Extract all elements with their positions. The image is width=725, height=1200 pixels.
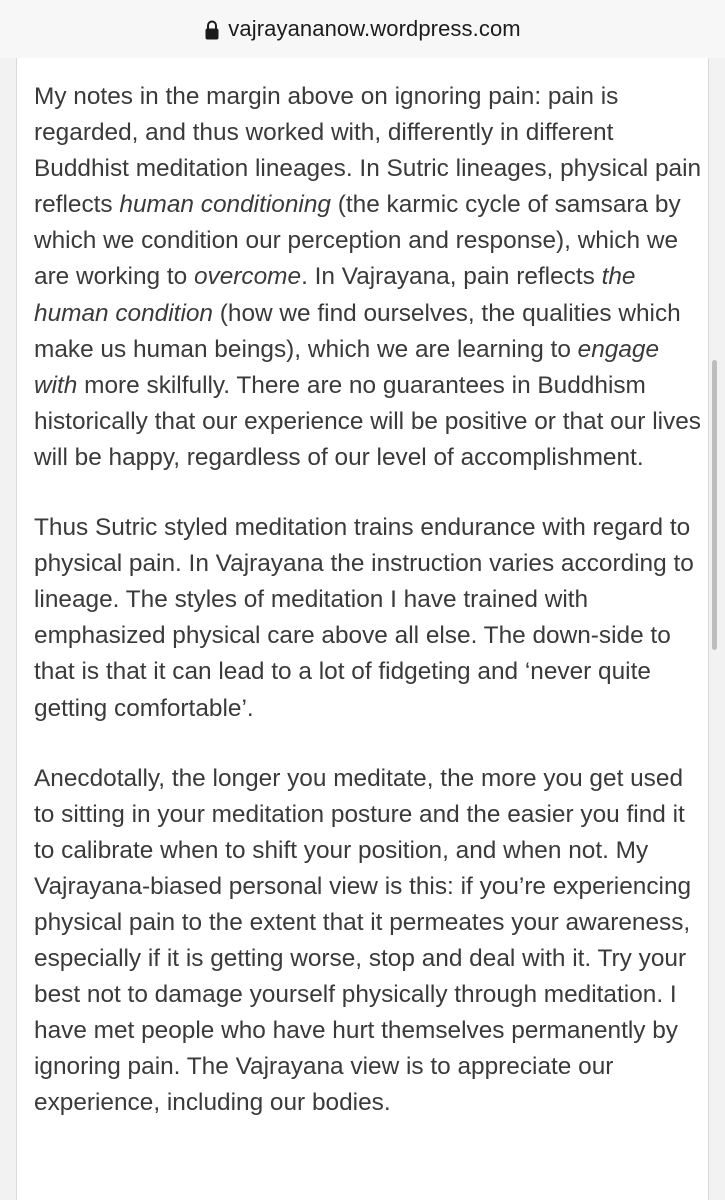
text-segment: . In Vajrayana, pain reflects [301, 263, 602, 291]
text-segment: more skilfully. There are no guarantees in Buddhism historically that our experience will be positive or that our lives will be happy, regardless of our level of accomplishment. [34, 371, 701, 471]
article-paragraph [34, 510, 706, 727]
emphasized-text: human conditioning [119, 191, 331, 219]
emphasized-text: overcome [193, 263, 302, 291]
emphasized-text: engage with [34, 335, 660, 399]
emphasized-text: the human condition [34, 263, 636, 327]
article-body [34, 79, 706, 1156]
scrollbar[interactable] [712, 360, 718, 650]
text-segment: Thus Sutric styled meditation trains endurance with regard to physical pain. In Vajrayana the instruction varies according to lineage. The styles of meditation I have trained with emphasized physical care above all else. The down-side to that is that it can lead to a lot of fidgeting and ‘never quite getting comfortable’. [34, 514, 694, 722]
lock-icon [204, 19, 220, 41]
article-container [16, 58, 709, 1200]
text-segment: My notes in the margin above on ignoring pain: pain is regarded, and thus worked with, differently in different Buddhist meditation lineages. In Sutric lineages, physical pain reflects [34, 83, 702, 219]
text-segment: (how we find ourselves, the qualities which make us human beings), which we are learning to [34, 299, 681, 363]
text-segment: Anecdotally, the longer you meditate, the more you get used to sitting in your meditation posture and the easier you find it to calibrate when to shift your position, and when not. My Vajrayana-biased personal view is this: if you’re experiencing physical pain to the extent that it permeates your awareness, especially if it is getting worse, stop and deal with it. Try your best not to damage yourself physically through meditation. I have met people who have hurt themselves permanently by ignoring pain. The Vajrayana view is to appreciate our experience, including our bodies. [34, 764, 692, 1117]
text-segment: (the karmic cycle of samsara by which we condition our perception and response), which we are working to [34, 191, 681, 291]
article-paragraph [34, 761, 706, 1122]
scrollbar-thumb[interactable] [712, 360, 717, 650]
address-bar[interactable] [0, 0, 725, 58]
url-text[interactable]: vajrayananow.wordpress.com [228, 16, 521, 41]
article-paragraph [34, 79, 706, 476]
